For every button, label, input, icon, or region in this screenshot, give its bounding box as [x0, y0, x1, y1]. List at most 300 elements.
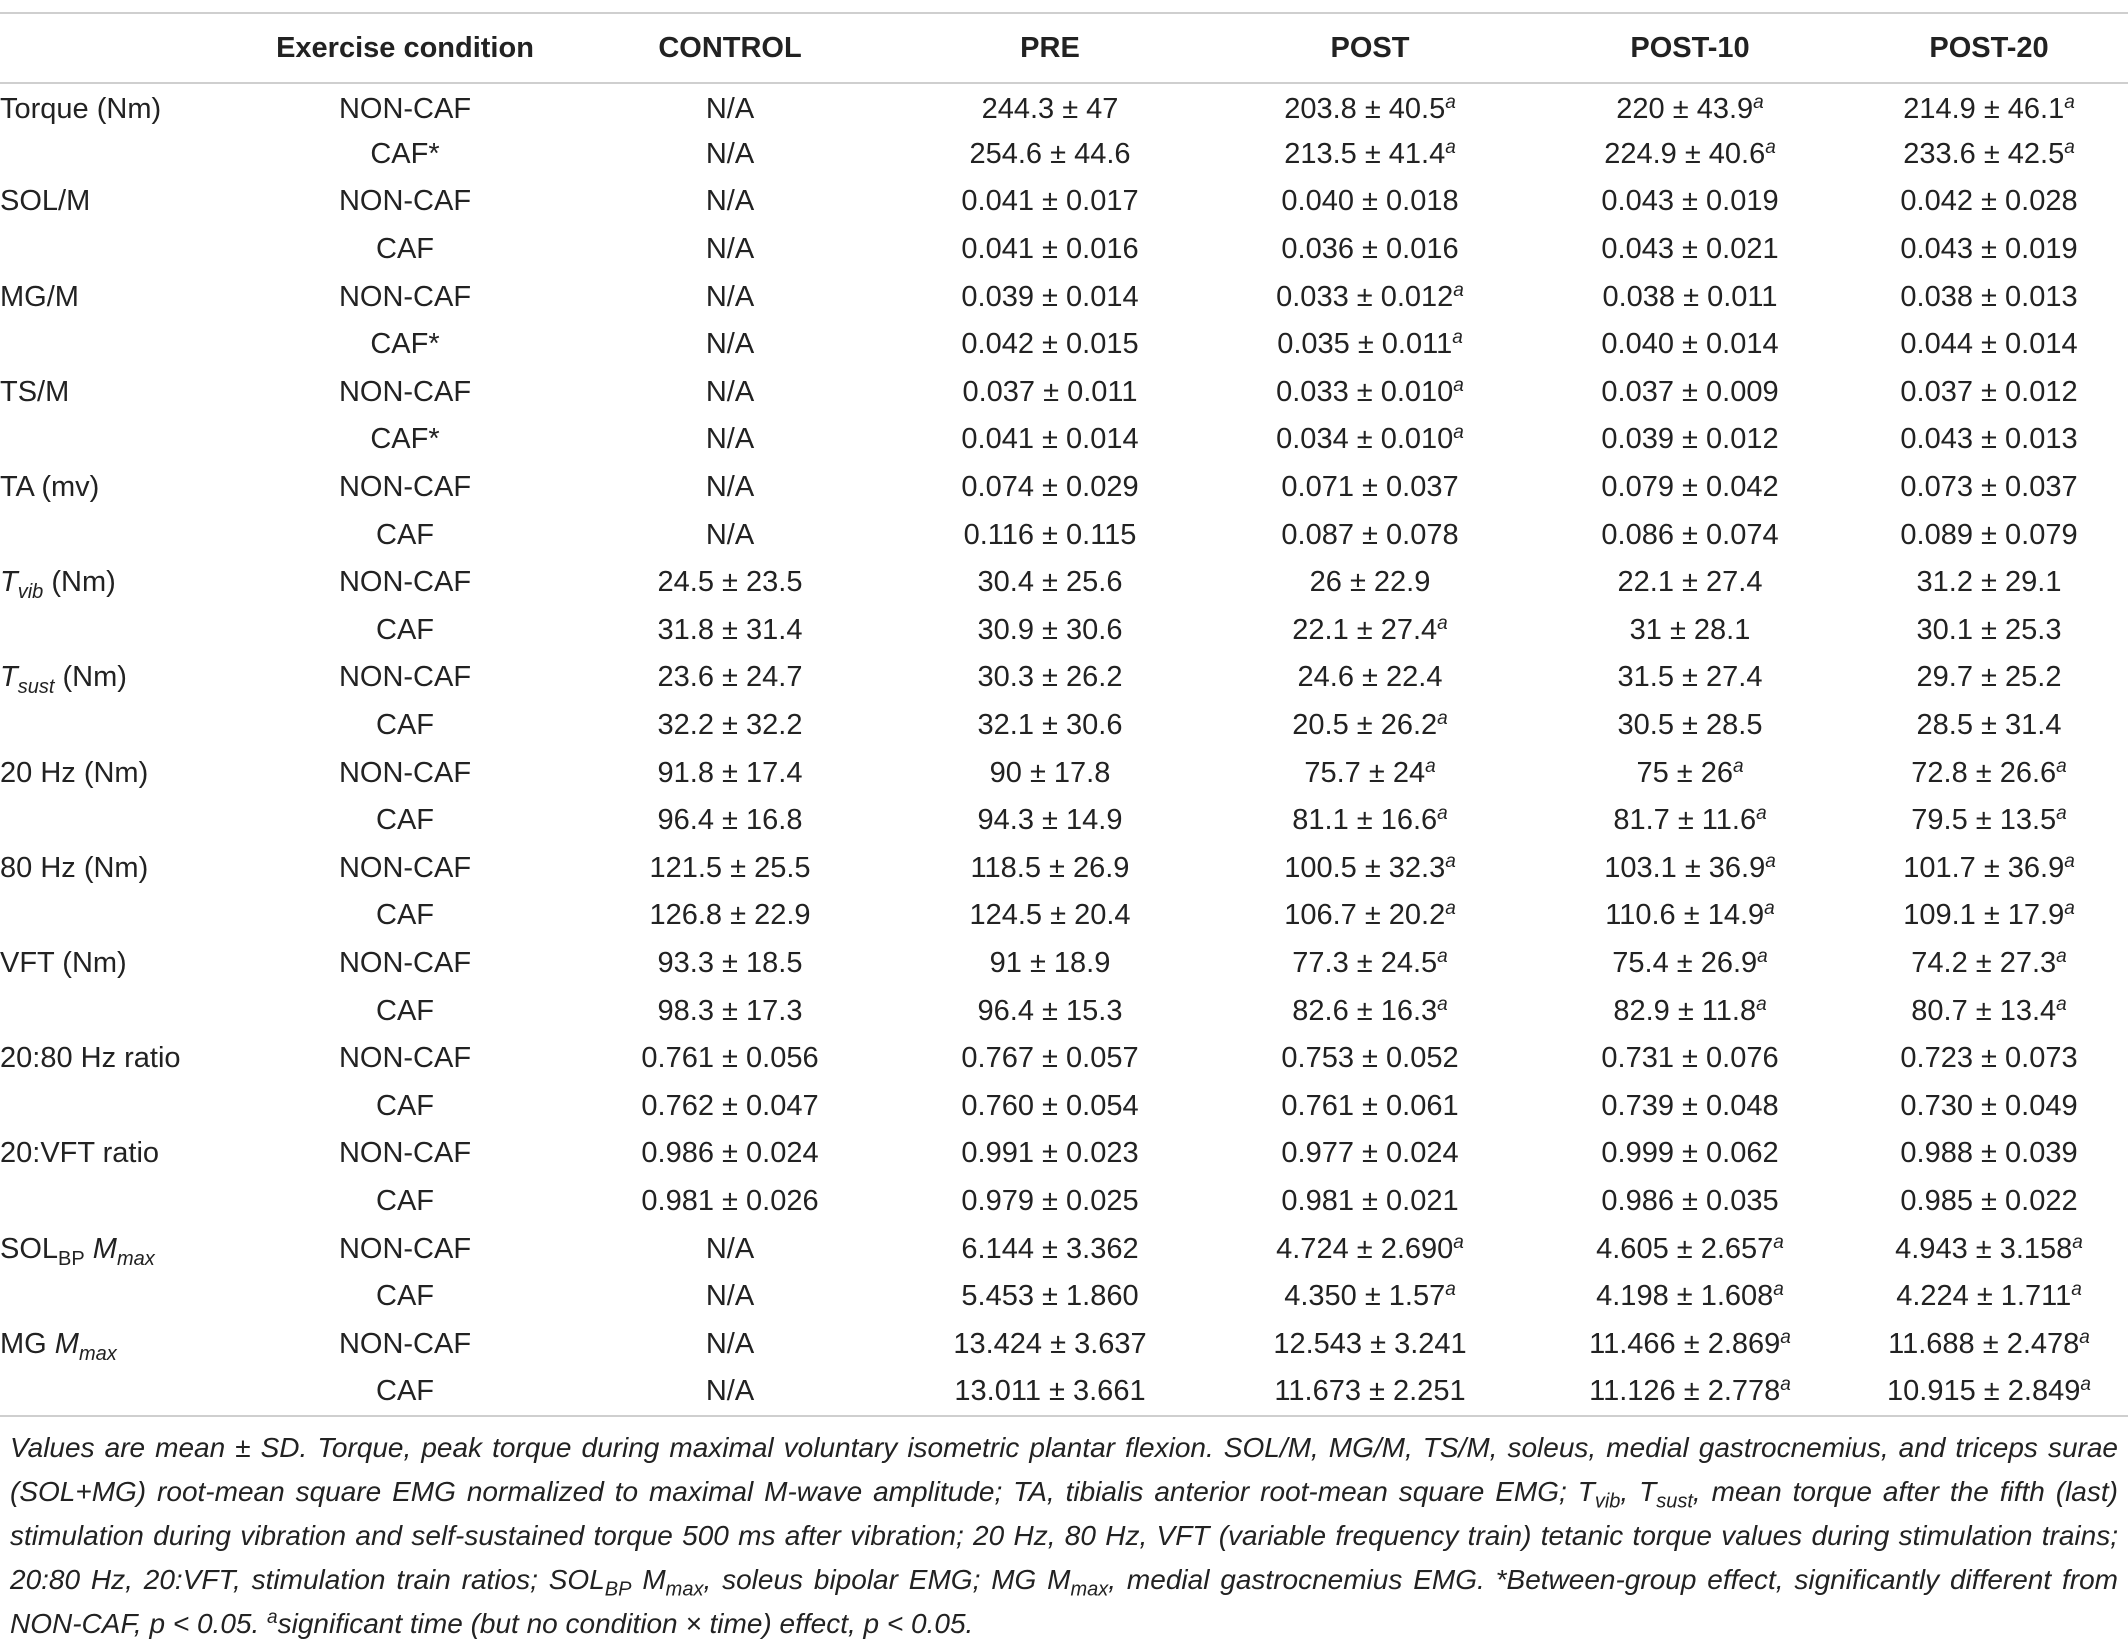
value-text: 80.7 ± 13.4 — [1911, 994, 2057, 1027]
cell-post — [1210, 511, 1530, 559]
value-text: 75 ± 26 — [1636, 756, 1733, 789]
value-text: 0.977 ± 0.024 — [1281, 1137, 1459, 1170]
cell-condition: CAF — [240, 1368, 570, 1416]
value-text: 0.042 ± 0.028 — [1900, 185, 2078, 218]
cell-condition: CAF* — [370, 423, 440, 456]
value-text: 0.999 ± 0.062 — [1601, 1137, 1779, 1170]
cell-post — [1210, 226, 1530, 274]
cell-post — [1210, 83, 1530, 131]
value-text: 214.9 ± 46.1 — [1903, 92, 2065, 125]
cell-post20 — [1850, 1035, 2128, 1083]
cell-variable: 80 Hz (Nm) — [0, 851, 149, 884]
value-text: 22.1 ± 27.4 — [1292, 613, 1438, 646]
cell-post10 — [1530, 416, 1850, 464]
cell-pre — [890, 1273, 1210, 1321]
significance-marker: a — [2064, 136, 2075, 158]
value-text: 106.7 ± 20.2 — [1284, 899, 1446, 932]
cell-post20 — [1850, 845, 2128, 893]
cell-condition: NON-CAF — [338, 946, 472, 979]
significance-marker: a — [1780, 1326, 1791, 1348]
value-text: N/A — [705, 1232, 755, 1265]
footnote-sub-vib: vib — [1594, 1490, 1621, 1513]
cell-pre — [890, 654, 1210, 702]
value-text: 0.033 ± 0.012 — [1276, 280, 1454, 313]
cell-pre — [890, 1130, 1210, 1178]
cell-post20 — [1850, 702, 2128, 750]
cell-post10 — [1530, 654, 1850, 702]
cell-post10 — [1530, 1035, 1850, 1083]
significance-marker: a — [2079, 1326, 2090, 1348]
table-row — [0, 131, 2128, 179]
variable-rest — [85, 1233, 93, 1265]
value-text: 30.3 ± 26.2 — [977, 661, 1123, 694]
cell-post20 — [1850, 369, 2128, 417]
value-text: 0.086 ± 0.074 — [1601, 518, 1779, 551]
cell-post10 — [1530, 1225, 1850, 1273]
cell-post20 — [1850, 749, 2128, 797]
value-text: 32.1 ± 30.6 — [977, 709, 1123, 742]
cell-condition: NON-CAF — [338, 851, 472, 884]
value-text: 82.6 ± 16.3 — [1292, 994, 1438, 1027]
table-row — [0, 559, 2128, 607]
cell-post20 — [1850, 607, 2128, 655]
cell-pre — [890, 369, 1210, 417]
cell-variable: Torque (Nm) — [0, 92, 162, 125]
table-footnote — [10, 1426, 2118, 1646]
cell-control — [570, 321, 890, 369]
significance-marker: a — [1765, 136, 1776, 158]
value-text: N/A — [705, 1327, 755, 1360]
value-text: N/A — [705, 375, 755, 408]
cell-condition: CAF — [376, 233, 434, 266]
value-text: 82.9 ± 11.8 — [1613, 994, 1757, 1027]
table-row — [0, 1225, 2128, 1273]
value-text: 0.041 ± 0.014 — [961, 423, 1139, 456]
cell-post20 — [1850, 940, 2128, 988]
value-text: 96.4 ± 16.8 — [657, 804, 803, 837]
cell-post10 — [1530, 1368, 1850, 1416]
cell-pre — [890, 1035, 1210, 1083]
variable-base: T — [0, 661, 18, 694]
cell-control — [570, 1225, 890, 1273]
cell-variable — [0, 511, 240, 559]
cell-control — [570, 1368, 890, 1416]
cell-condition: NON-CAF — [338, 756, 472, 789]
table-row — [0, 83, 2128, 131]
variable-italic: M — [92, 1232, 117, 1265]
cell-condition: CAF* — [370, 328, 440, 361]
cell-pre — [890, 273, 1210, 321]
value-text: 0.074 ± 0.029 — [961, 471, 1139, 504]
cell-post20 — [1850, 1178, 2128, 1226]
significance-marker: a — [2056, 755, 2067, 777]
value-text: 233.6 ± 42.5 — [1903, 137, 2065, 170]
cell-condition: CAF — [376, 1089, 434, 1122]
cell-condition: CAF — [376, 709, 434, 742]
value-text: 0.762 ± 0.047 — [641, 1089, 819, 1122]
significance-marker: a — [1753, 91, 1764, 113]
significance-marker: a — [1732, 755, 1744, 777]
variable-italic-subscript: max — [78, 1342, 117, 1365]
value-text: 100.5 ± 32.3 — [1284, 851, 1446, 884]
value-text: 32.2 ± 32.2 — [657, 709, 803, 742]
cell-control — [570, 607, 890, 655]
significance-marker: a — [2056, 993, 2067, 1015]
cell-control — [570, 797, 890, 845]
table-body — [0, 83, 2128, 1416]
value-text: 0.037 ± 0.011 — [962, 375, 1138, 408]
value-text: 0.038 ± 0.013 — [1900, 280, 2078, 313]
cell-condition: NON-CAF — [338, 185, 472, 218]
cell-post — [1210, 892, 1530, 940]
value-text: 26 ± 22.9 — [1309, 566, 1431, 599]
cell-control — [570, 940, 890, 988]
cell-pre — [890, 702, 1210, 750]
cell-control — [570, 749, 890, 797]
cell-post — [1210, 749, 1530, 797]
value-text: 24.6 ± 22.4 — [1297, 661, 1443, 694]
header-variable — [0, 13, 240, 83]
cell-pre — [890, 1225, 1210, 1273]
significance-marker: a — [1452, 327, 1463, 349]
value-text: 0.043 ± 0.019 — [1900, 233, 2078, 266]
significance-marker: a — [1773, 1231, 1784, 1253]
value-text: 4.724 ± 2.690 — [1276, 1232, 1454, 1265]
value-text: 30.5 ± 28.5 — [1617, 709, 1763, 742]
value-text: 244.3 ± 47 — [981, 92, 1119, 125]
value-text: 31 ± 28.1 — [1629, 613, 1751, 646]
cell-variable — [0, 1082, 240, 1130]
cell-control — [570, 226, 890, 274]
value-text: 0.981 ± 0.021 — [1281, 1184, 1459, 1217]
value-text: 0.033 ± 0.010 — [1276, 375, 1454, 408]
significance-marker: a — [1437, 993, 1448, 1015]
value-text: 0.043 ± 0.013 — [1900, 423, 2078, 456]
variable-subscript: BP — [58, 1247, 85, 1270]
cell-post10 — [1530, 987, 1850, 1035]
cell-variable: 20 Hz (Nm) — [0, 756, 149, 789]
value-text: 0.040 ± 0.014 — [1601, 328, 1779, 361]
cell-variable — [0, 702, 240, 750]
cell-variable — [0, 1320, 240, 1368]
cell-control — [570, 1130, 890, 1178]
variable-subscript: sust — [17, 676, 55, 699]
header-post-20: POST-20 — [1850, 13, 2128, 83]
cell-variable — [0, 892, 240, 940]
cell-condition: CAF — [376, 518, 434, 551]
cell-control — [570, 1178, 890, 1226]
cell-post20 — [1850, 987, 2128, 1035]
footnote-sub-bp: BP — [604, 1578, 632, 1601]
table-row — [0, 1368, 2128, 1416]
cell-pre — [890, 892, 1210, 940]
cell-pre — [890, 845, 1210, 893]
table-row — [0, 1320, 2128, 1368]
value-text: 0.039 ± 0.014 — [961, 280, 1139, 313]
footnote-text-4: M — [631, 1564, 666, 1595]
cell-variable: 20:VFT ratio — [0, 1137, 160, 1170]
cell-pre — [890, 511, 1210, 559]
cell-post — [1210, 702, 1530, 750]
significance-marker: a — [1445, 91, 1456, 113]
cell-post — [1210, 559, 1530, 607]
cell-post10 — [1530, 702, 1850, 750]
variable-base: T — [0, 566, 18, 599]
value-text: 0.041 ± 0.017 — [961, 185, 1139, 218]
cell-condition: CAF — [376, 613, 434, 646]
value-text: 13.424 ± 3.637 — [953, 1327, 1147, 1360]
table-row — [0, 1178, 2128, 1226]
cell-control — [570, 654, 890, 702]
cell-post — [1210, 1320, 1530, 1368]
cell-post10 — [1530, 464, 1850, 512]
cell-post10 — [1530, 892, 1850, 940]
cell-pre — [890, 1320, 1210, 1368]
cell-control — [570, 178, 890, 226]
cell-post10 — [1530, 226, 1850, 274]
cell-post10 — [1530, 178, 1850, 226]
significance-marker: a — [1437, 612, 1448, 634]
cell-pre — [890, 416, 1210, 464]
value-text: 0.089 ± 0.079 — [1900, 518, 2078, 551]
cell-post10 — [1530, 559, 1850, 607]
value-text: 31.8 ± 31.4 — [657, 613, 803, 646]
cell-condition: CAF — [376, 804, 434, 837]
cell-post — [1210, 607, 1530, 655]
value-text: 30.9 ± 30.6 — [977, 613, 1123, 646]
cell-post20 — [1850, 83, 2128, 131]
cell-variable: TA (mv) — [0, 471, 100, 504]
data-table — [0, 12, 2128, 1417]
value-text: 90 ± 17.8 — [989, 756, 1111, 789]
cell-variable — [0, 1273, 240, 1321]
value-text: N/A — [705, 137, 755, 170]
value-text: 77.3 ± 24.5 — [1292, 946, 1438, 979]
value-text: 4.943 ± 3.158 — [1895, 1232, 2073, 1265]
value-text: 0.073 ± 0.037 — [1900, 471, 2078, 504]
value-text: 0.979 ± 0.025 — [961, 1184, 1139, 1217]
value-text: 0.087 ± 0.078 — [1281, 518, 1459, 551]
header-control: CONTROL — [570, 13, 890, 83]
header-row — [0, 13, 2128, 83]
cell-pre — [890, 1368, 1210, 1416]
cell-post10 — [1530, 1082, 1850, 1130]
cell-control — [570, 369, 890, 417]
cell-post10 — [1530, 511, 1850, 559]
cell-control — [570, 511, 890, 559]
value-text: 0.042 ± 0.015 — [961, 328, 1139, 361]
value-text: N/A — [705, 280, 755, 313]
cell-pre — [890, 226, 1210, 274]
table-row — [0, 369, 2128, 417]
cell-post — [1210, 654, 1530, 702]
value-text: 101.7 ± 36.9 — [1903, 851, 2065, 884]
value-text: 0.044 ± 0.014 — [1900, 328, 2078, 361]
cell-condition: CAF — [376, 1280, 434, 1313]
cell-post — [1210, 1130, 1530, 1178]
cell-pre — [890, 987, 1210, 1035]
value-text: 94.3 ± 14.9 — [977, 804, 1123, 837]
cell-post — [1210, 797, 1530, 845]
value-text: N/A — [705, 328, 755, 361]
cell-post — [1210, 416, 1530, 464]
table-row — [0, 1082, 2128, 1130]
significance-marker: a — [1437, 708, 1448, 730]
table-header — [0, 13, 2128, 83]
value-text: 124.5 ± 20.4 — [969, 899, 1131, 932]
cell-post10 — [1530, 940, 1850, 988]
cell-variable — [0, 416, 240, 464]
variable-base: MG — [0, 1327, 55, 1360]
value-text: 0.730 ± 0.049 — [1900, 1089, 2078, 1122]
cell-post20 — [1850, 797, 2128, 845]
cell-pre — [890, 940, 1210, 988]
footnote-sub-sust: sust — [1656, 1490, 1693, 1513]
significance-marker: a — [1765, 850, 1776, 872]
value-text: N/A — [705, 518, 755, 551]
table-row — [0, 464, 2128, 512]
value-text: 28.5 ± 31.4 — [1916, 709, 2062, 742]
cell-condition: NON-CAF — [338, 1327, 472, 1360]
significance-marker: a — [1756, 803, 1767, 825]
cell-condition: NON-CAF — [338, 1137, 472, 1170]
value-text: 31.2 ± 29.1 — [1916, 566, 2062, 599]
variable-rest: (Nm) — [54, 661, 127, 694]
significance-marker: a — [2080, 1373, 2091, 1395]
cell-pre — [890, 797, 1210, 845]
value-text: 0.767 ± 0.057 — [961, 1042, 1139, 1075]
footnote-text-5: , soleus bipolar EMG; MG M — [703, 1564, 1071, 1595]
significance-marker: a — [1437, 803, 1448, 825]
value-text: 0.985 ± 0.022 — [1900, 1184, 2078, 1217]
value-text: 74.2 ± 27.3 — [1911, 946, 2057, 979]
significance-marker: a — [2064, 91, 2075, 113]
cell-variable — [0, 1225, 240, 1273]
value-text: 11.673 ± 2.251 — [1274, 1374, 1466, 1407]
variable-base: SOL — [0, 1232, 59, 1265]
cell-pre — [890, 321, 1210, 369]
cell-pre — [890, 749, 1210, 797]
value-text: 29.7 ± 25.2 — [1916, 661, 2062, 694]
cell-post20 — [1850, 416, 2128, 464]
value-text: 224.9 ± 40.6 — [1604, 137, 1766, 170]
significance-marker: a — [1764, 898, 1775, 920]
cell-post20 — [1850, 226, 2128, 274]
value-text: 0.761 ± 0.061 — [1281, 1089, 1459, 1122]
value-text: 79.5 ± 13.5 — [1911, 804, 2057, 837]
table-row — [0, 797, 2128, 845]
cell-variable — [0, 559, 240, 607]
cell-variable — [0, 607, 240, 655]
cell-condition: CAF* — [370, 137, 440, 170]
value-text: 220 ± 43.9 — [1616, 92, 1754, 125]
cell-post — [1210, 131, 1530, 179]
cell-post — [1210, 845, 1530, 893]
value-text: 121.5 ± 25.5 — [649, 851, 811, 884]
value-text: 20.5 ± 26.2 — [1292, 709, 1438, 742]
cell-post10 — [1530, 1273, 1850, 1321]
cell-control — [570, 416, 890, 464]
table-row — [0, 607, 2128, 655]
cell-condition: NON-CAF — [338, 1232, 472, 1265]
value-text: 24.5 ± 23.5 — [657, 566, 803, 599]
cell-condition: NON-CAF — [338, 471, 472, 504]
cell-variable — [0, 226, 240, 274]
significance-marker: a — [1756, 993, 1767, 1015]
value-text: 109.1 ± 17.9 — [1903, 899, 2065, 932]
cell-condition: CAF — [376, 994, 434, 1027]
value-text: 0.991 ± 0.023 — [961, 1137, 1139, 1170]
value-text: 12.543 ± 3.241 — [1273, 1327, 1467, 1360]
cell-post10 — [1530, 273, 1850, 321]
cell-variable: TS/M — [0, 375, 70, 408]
value-text: 30.4 ± 25.6 — [977, 566, 1123, 599]
variable-subscript: vib — [17, 581, 44, 604]
value-text: 75.4 ± 26.9 — [1612, 946, 1758, 979]
value-text: 0.038 ± 0.011 — [1602, 280, 1778, 313]
cell-control — [570, 1035, 890, 1083]
cell-post20 — [1850, 273, 2128, 321]
cell-post10 — [1530, 1178, 1850, 1226]
table-row — [0, 226, 2128, 274]
value-text: 0.041 ± 0.016 — [961, 233, 1139, 266]
value-text: N/A — [705, 185, 755, 218]
significance-marker: a — [1445, 1279, 1456, 1301]
significance-marker: a — [1773, 1279, 1784, 1301]
value-text: 75.7 ± 24 — [1304, 756, 1426, 789]
value-text: N/A — [705, 233, 755, 266]
significance-marker: a — [1445, 850, 1456, 872]
value-text: 0.753 ± 0.052 — [1281, 1042, 1459, 1075]
cell-post20 — [1850, 654, 2128, 702]
cell-post20 — [1850, 1225, 2128, 1273]
cell-post10 — [1530, 369, 1850, 417]
value-text: 0.039 ± 0.012 — [1601, 423, 1779, 456]
value-text: 30.1 ± 25.3 — [1916, 613, 2062, 646]
table-row — [0, 892, 2128, 940]
value-text: 11.466 ± 2.869 — [1589, 1327, 1781, 1360]
cell-post — [1210, 369, 1530, 417]
table-row — [0, 1035, 2128, 1083]
value-text: 91.8 ± 17.4 — [657, 756, 803, 789]
cell-pre — [890, 1082, 1210, 1130]
significance-marker: a — [1453, 279, 1464, 301]
cell-post — [1210, 273, 1530, 321]
cell-post10 — [1530, 607, 1850, 655]
cell-post10 — [1530, 131, 1850, 179]
header-post-10: POST-10 — [1530, 13, 1850, 83]
value-text: 0.986 ± 0.035 — [1601, 1184, 1779, 1217]
value-text: 0.761 ± 0.056 — [641, 1042, 819, 1075]
table-row — [0, 178, 2128, 226]
value-text: 0.988 ± 0.039 — [1900, 1137, 2078, 1170]
variable-italic: M — [54, 1327, 79, 1360]
cell-post20 — [1850, 464, 2128, 512]
table-row — [0, 321, 2128, 369]
value-text: 0.034 ± 0.010 — [1276, 423, 1454, 456]
value-text: 0.079 ± 0.042 — [1601, 471, 1779, 504]
cell-control — [570, 892, 890, 940]
significance-marker: a — [1757, 945, 1768, 967]
cell-post20 — [1850, 1368, 2128, 1416]
value-text: 110.6 ± 14.9 — [1605, 899, 1765, 932]
cell-condition: CAF — [376, 899, 434, 932]
cell-post — [1210, 1035, 1530, 1083]
footnote-text-3: , mean torque after the fifth (last) stimulation during vibration and self-sustained torque 500 ms after vibration; 20 Hz, 80 Hz, VFT (variable frequency train) tetanic torque values during stimulation trains; 20:80 Hz, 20:VFT, stimulation train ratios; SOL — [10, 1476, 2118, 1595]
cell-control — [570, 1082, 890, 1130]
cell-condition: NON-CAF — [338, 280, 472, 313]
cell-condition: NON-CAF — [338, 375, 472, 408]
